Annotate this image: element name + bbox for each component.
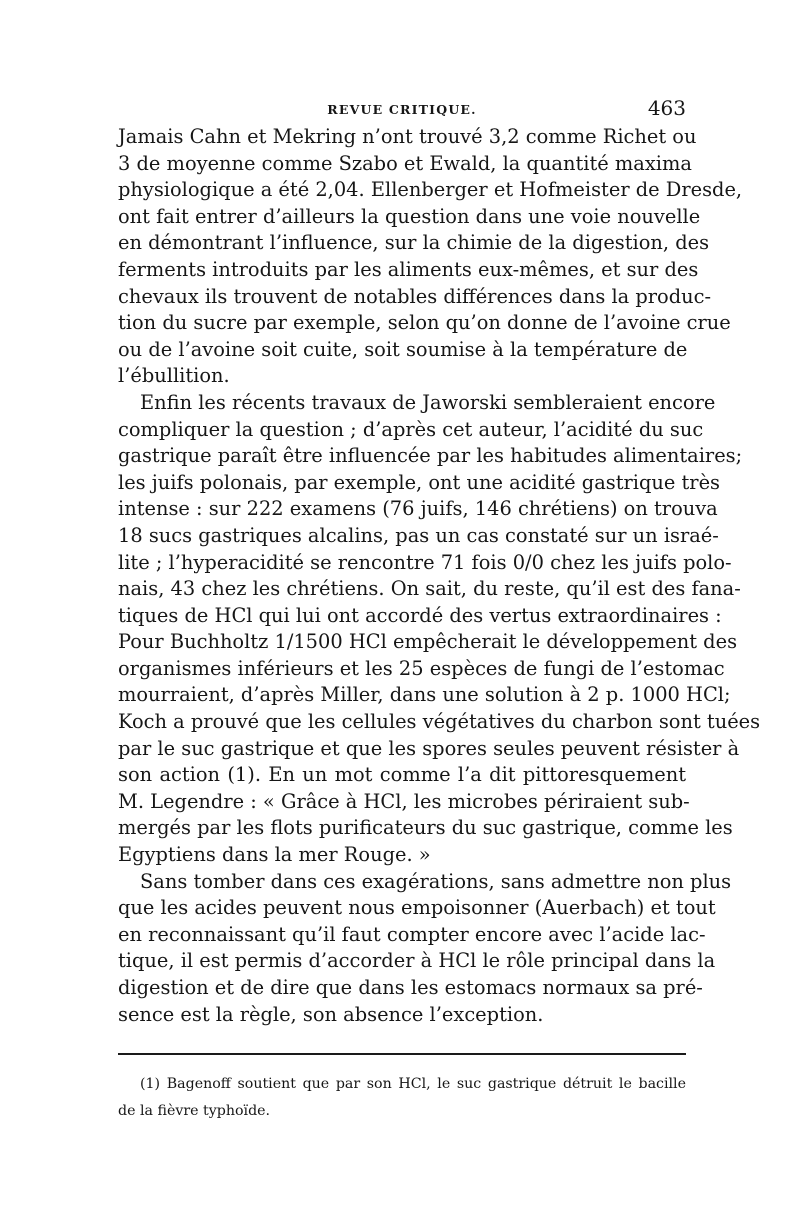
text-line: Pour Buchholtz 1/1500 HCl empêcherait le développement des	[118, 630, 738, 654]
text-line: nais, 43 chez les chrétiens. On sait, du reste, qu’il est des fana-	[118, 577, 741, 601]
text-line: son action (1). En un mot comme l’a dit pittoresquement	[118, 763, 686, 787]
text-line: tique, il est permis d’accorder à HCl le rôle principal dans la	[118, 949, 716, 973]
text-line: en démontrant l’influence, sur la chimie de la digestion, des	[118, 231, 710, 255]
text-line: les juifs polonais, par exemple, ont une acidité gastrique très	[118, 470, 720, 494]
text-line: Koch a prouvé que les cellules végétatives du charbon sont tuées	[118, 710, 761, 734]
paragraph-start-line: Enfin les récents travaux de Jaworski sembleraient encore	[140, 390, 716, 414]
footnote-line: de la fièvre typhoïde.	[118, 1102, 271, 1119]
text-line: Egyptiens dans la mer Rouge. »	[118, 843, 431, 867]
running-head	[118, 96, 686, 122]
text-line: organismes inférieurs et les 25 espèces de fungi de l’estomac	[118, 656, 725, 680]
text-line: mourraient, d’après Miller, dans une solution à 2 p. 1000 HCl;	[118, 683, 731, 707]
text-line: gastrique paraît être influencée par les habitudes alimentaires;	[118, 444, 743, 468]
text-line: Jamais Cahn et Mekring n’ont trouvé 3,2 comme Richet ou	[118, 125, 697, 148]
text-line: compliquer la question ; d’après cet auteur, l’acidité du suc	[118, 417, 704, 441]
text-line: 3 de moyenne comme Szabo et Ewald, la quantité maxima	[118, 151, 692, 175]
text-line: digestion et de dire que dans les estomacs normaux sa pré-	[118, 976, 703, 999]
text-line: ferments introduits par les aliments eux-mêmes, et sur des	[118, 257, 699, 281]
footnote	[118, 1072, 686, 1125]
text-line: 18 sucs gastriques alcalins, pas un cas constaté sur un israé-	[118, 523, 719, 547]
text-line: chevaux ils trouvent de notables différences dans la produc-	[118, 284, 712, 308]
running-title: REVUE CRITIQUE.	[327, 102, 477, 117]
footnote-line: (1) Bagenoff soutient que par son HCl, le suc gastrique détruit le bacille	[140, 1076, 686, 1092]
body-text	[118, 124, 761, 1028]
text-line: tion du sucre par exemple, selon qu’on donne de l’avoine crue	[118, 311, 731, 335]
text-line: ont fait entrer d’ailleurs la question dans une voie nouvelle	[118, 204, 701, 228]
page-number: 463	[647, 96, 686, 120]
text-line: intense : sur 222 examens (76 juifs, 146 chrétiens) on trouva	[118, 497, 718, 521]
text-line: que les acides peuvent nous empoisonner (Auerbach) et tout	[118, 896, 716, 920]
text-line: mergés par les flots purificateurs du suc gastrique, comme les	[118, 816, 733, 840]
text-line: sence est la règle, son absence l’exception.	[118, 1002, 544, 1026]
text-line: ou de l’avoine soit cuite, soit soumise à la température de	[118, 337, 688, 361]
paragraph-start-line: Sans tomber dans ces exagérations, sans admettre non plus	[140, 869, 732, 893]
text-line: M. Legendre : « Grâce à HCl, les microbes périraient sub-	[118, 789, 690, 813]
text-line: lite ; l’hyperacidité se rencontre 71 fois 0/0 chez les juifs polo-	[118, 550, 732, 574]
text-line: l’ébullition.	[118, 364, 230, 388]
footnote-divider	[118, 1053, 686, 1055]
text-line: par le suc gastrique et que les spores seules peuvent résister à	[118, 736, 740, 760]
text-line: en reconnaissant qu’il faut compter encore avec l’acide lac-	[118, 922, 706, 946]
text-line: physiologique a été 2,04. Ellenberger et Hofmeister de Dresde,	[118, 178, 743, 202]
text-line: tiques de HCl qui lui ont accordé des vertus extraordinaires :	[118, 603, 722, 627]
